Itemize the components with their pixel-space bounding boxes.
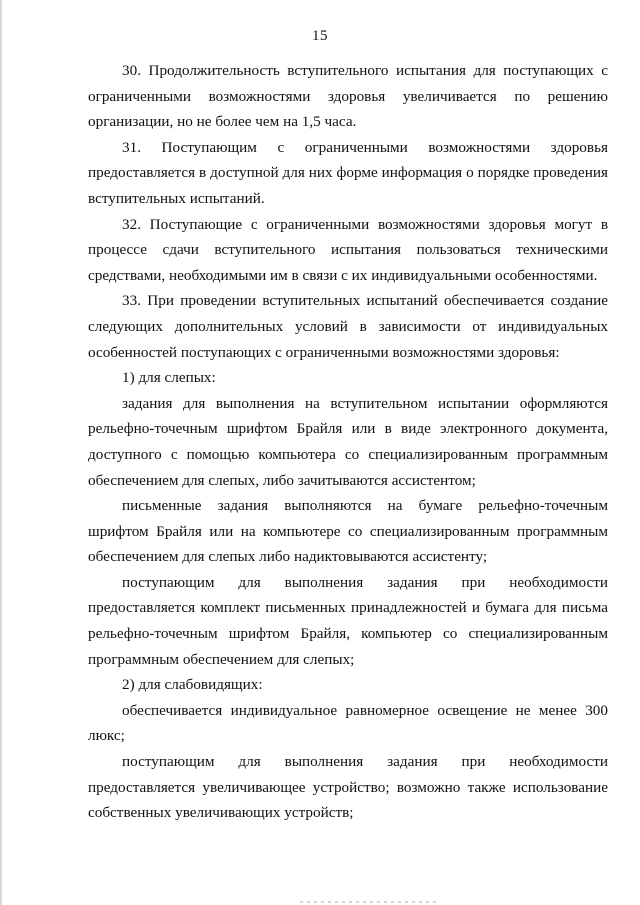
scan-artifact [300,901,440,903]
paragraph-blind-tasks: задания для выполнения на вступительном испытании оформляются рельефно-точечным шрифтом Брайля или в виде электронного документа, доступного с помощью компьютера со специализированным программным обеспечением для слепых, либо зачитываются ассистентом; [88,394,608,489]
paragraph-32: 32. Поступающие с ограниченными возможностями здоровья могут в процессе сдачи вступительного испытания пользоваться техническими средствами, необходимыми им в связи с их индивидуальными особенностями. [88,215,608,284]
paragraph-blind-written: письменные задания выполняются на бумаге рельефно-точечным шрифтом Брайля или на компьютере со специализированным программным обеспечением для слепых либо надиктовываются ассистенту; [88,497,608,566]
paragraph-magnifier: поступающим для выполнения задания при необходимости предоставляется увеличивающее устройство; возможно также использование собственных увеличивающих устройств; [88,753,608,822]
paragraph-lighting: обеспечивается индивидуальное равномерное освещение не менее 300 люкс; [88,701,608,745]
paragraph-31: 31. Поступающим с ограниченными возможностями здоровья предоставляется в доступной для них форме информация о порядке проведения вступительных испытаний. [88,138,608,207]
subheading-low-vision: 2) для слабовидящих: [122,676,263,694]
subheading-blind: 1) для слепых: [122,369,216,387]
page-number: 15 [312,28,328,44]
document-body [88,58,608,826]
scan-edge [0,0,2,905]
paragraph-blind-supplies: поступающим для выполнения задания при необходимости предоставляется комплект письменных принадлежностей и бумага для письма рельефно-точечным шрифтом Брайля, компьютер со специализированным программным обеспечением для слепых; [88,573,608,668]
paragraph-33: 33. При проведении вступительных испытаний обеспечивается создание следующих дополнительных условий в зависимости от индивидуальных особенностей поступающих с ограниченными возможностями здоровья: [88,292,608,361]
paragraph-30: 30. Продолжительность вступительного испытания для поступающих с ограниченными возможностями здоровья увеличивается по решению организации, но не более чем на 1,5 часа. [88,62,608,131]
